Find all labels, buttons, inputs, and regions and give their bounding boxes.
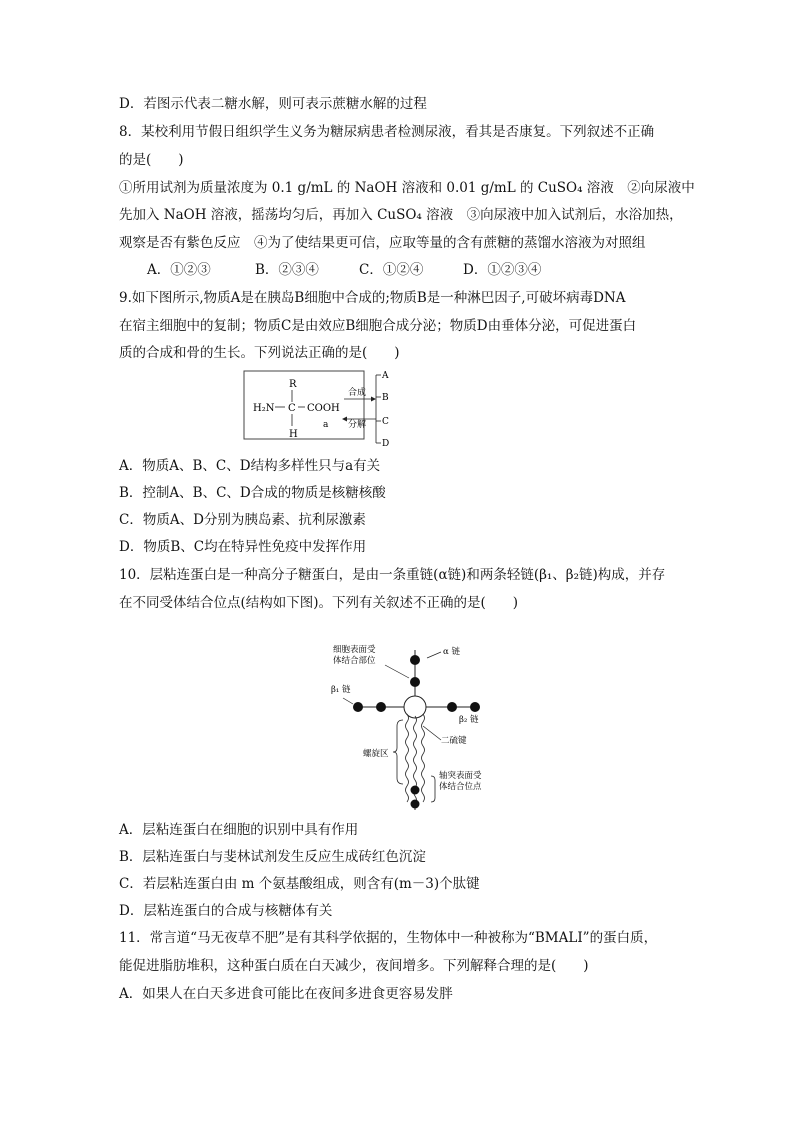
label-substance-c: C xyxy=(382,417,389,427)
q8-statement-line-1: ①所用试剂为质量浓度为 0.1 g/mL 的 NaOH 溶液和 0.01 g/mL 的 CuSO₄ 溶液 ②向尿液中 xyxy=(119,180,695,196)
q9-stem-line-3: 质的合成和骨的生长。下列说法正确的是( ) xyxy=(119,345,400,361)
label-cooh: COOH xyxy=(307,403,340,414)
axon-dot-2 xyxy=(411,800,420,809)
label-axon-site-1: 轴突表面受 xyxy=(439,771,482,781)
pointer-cell-site xyxy=(385,665,409,678)
q9-option-c: C．物质A、D分别为胰岛素、抗利尿激素 xyxy=(119,512,366,528)
axon-bracket xyxy=(431,776,435,802)
label-synth: 合成 xyxy=(348,388,367,398)
label-helix: 螺旋区 xyxy=(363,749,389,759)
q8-statement-line-3: 观察是否有紫色反应 ④为了使结果更可信，应取等量的含有蔗糖的蒸馏水溶液为对照组 xyxy=(119,235,646,251)
label-h2n: H₂N xyxy=(253,403,275,414)
arrowhead-synth xyxy=(371,397,376,402)
label-disulfide: 二硫键 xyxy=(441,736,467,746)
q9-option-d: D．物质B、C均在特异性免疫中发挥作用 xyxy=(119,539,367,555)
helix-strand-1 xyxy=(406,714,409,802)
q9-stem-line-1: 9.如下图所示,物质A是在胰岛B细胞中合成的;物质B是一种淋巴因子,可破坏病毒DNA xyxy=(119,290,626,306)
label-alpha: α 链 xyxy=(443,647,460,657)
arrowhead-decomp xyxy=(342,417,347,422)
label-substance-b: B xyxy=(382,393,389,403)
label-r: R xyxy=(289,379,297,390)
beta2-dot-1 xyxy=(447,702,457,712)
label-h: H xyxy=(289,429,298,440)
q10-option-c: C．若层粘连蛋白由 m 个氨基酸组成，则含有(m－3)个肽键 xyxy=(119,876,480,892)
q8-statement-line-2: 先加入 NaOH 溶液，摇荡均匀后，再加入 CuSO₄ 溶液 ③向尿液中加入试剂后，水浴加热， xyxy=(119,207,683,223)
q10-option-d: D．层粘连蛋白的合成与核糖体有关 xyxy=(119,903,333,919)
alpha-dot-1 xyxy=(410,655,420,665)
label-substance-d: D xyxy=(382,439,390,449)
axon-dot-1 xyxy=(411,786,420,795)
pointer-beta1 xyxy=(343,698,353,704)
q9-option-a: A．物质A、B、C、D结构多样性只与a有关 xyxy=(119,458,381,474)
alpha-dot-2 xyxy=(410,677,420,687)
q10-option-a: A．层粘连蛋白在细胞的识别中具有作用 xyxy=(119,822,359,838)
label-substance-a: A xyxy=(382,371,389,381)
q10-stem-line-1: 10．层粘连蛋白是一种高分子糖蛋白，是由一条重链(α链)和两条轻链(β₁、β₂链)构成，并存 xyxy=(119,567,666,583)
q10-option-b: B．层粘连蛋白与斐林试剂发生反应生成砖红色沉淀 xyxy=(119,849,426,865)
label-beta2: β₂ 链 xyxy=(459,715,479,725)
laminin-diagram xyxy=(327,640,509,812)
label-cell-site-2: 体结合部位 xyxy=(333,656,376,666)
q8-stem-line-1: 8．某校利用节假日组织学生义务为糖尿病患者检测尿液，看其是否康复。下列叙述不正确 xyxy=(119,124,655,140)
q11-option-a: A．如果人在白天多进食可能比在夜间多进食更容易发胖 xyxy=(119,986,453,1002)
pointer-alpha xyxy=(427,652,441,658)
label-a: a xyxy=(323,420,329,430)
amino-acid-diagram xyxy=(243,367,393,449)
q8-option-d: D．①②③④ xyxy=(463,262,542,278)
helix-bracket xyxy=(393,720,403,784)
pointer-disulfide xyxy=(423,726,441,740)
q8-options xyxy=(147,261,541,279)
q8-option-c: C．①②④ xyxy=(359,262,424,278)
label-cell-site-1: 细胞表面受 xyxy=(333,645,376,655)
q9-option-b: B．控制A、B、C、D合成的物质是核糖核酸 xyxy=(119,485,386,501)
beta1-dot-1 xyxy=(353,702,363,712)
beta1-dot-2 xyxy=(376,702,386,712)
label-c: C xyxy=(288,403,296,414)
label-beta1: β₁ 链 xyxy=(331,685,351,695)
q8-option-b: B．②③④ xyxy=(255,262,319,278)
q8-option-a: A．①②③ xyxy=(147,262,211,278)
label-axon-site-2: 体结合位点 xyxy=(439,782,482,792)
beta2-dot-2 xyxy=(470,702,480,712)
q11-stem-line-1: 11．常言道“马无夜草不肥”是有其科学依据的，生物体中一种被称为“BMALI”的蛋白质， xyxy=(119,930,658,946)
q8-stem-line-2: 的是( ) xyxy=(119,152,184,168)
q10-stem-line-2: 在不同受体结合位点(结构如下图)。下列有关叙述不正确的是( ) xyxy=(119,595,519,611)
q7-option-d: D．若图示代表二糖水解，则可表示蔗糖水解的过程 xyxy=(119,96,427,112)
q11-stem-line-2: 能促进脂肪堆积，这种蛋白质在白天减少，夜间增多。下列解释合理的是( ) xyxy=(119,958,589,974)
label-decomp: 分解 xyxy=(348,420,367,430)
q9-stem-line-2: 在宿主细胞中的复制；物质C是由效应B细胞合成分泌；物质D由垂体分泌，可促进蛋白 xyxy=(119,318,637,334)
